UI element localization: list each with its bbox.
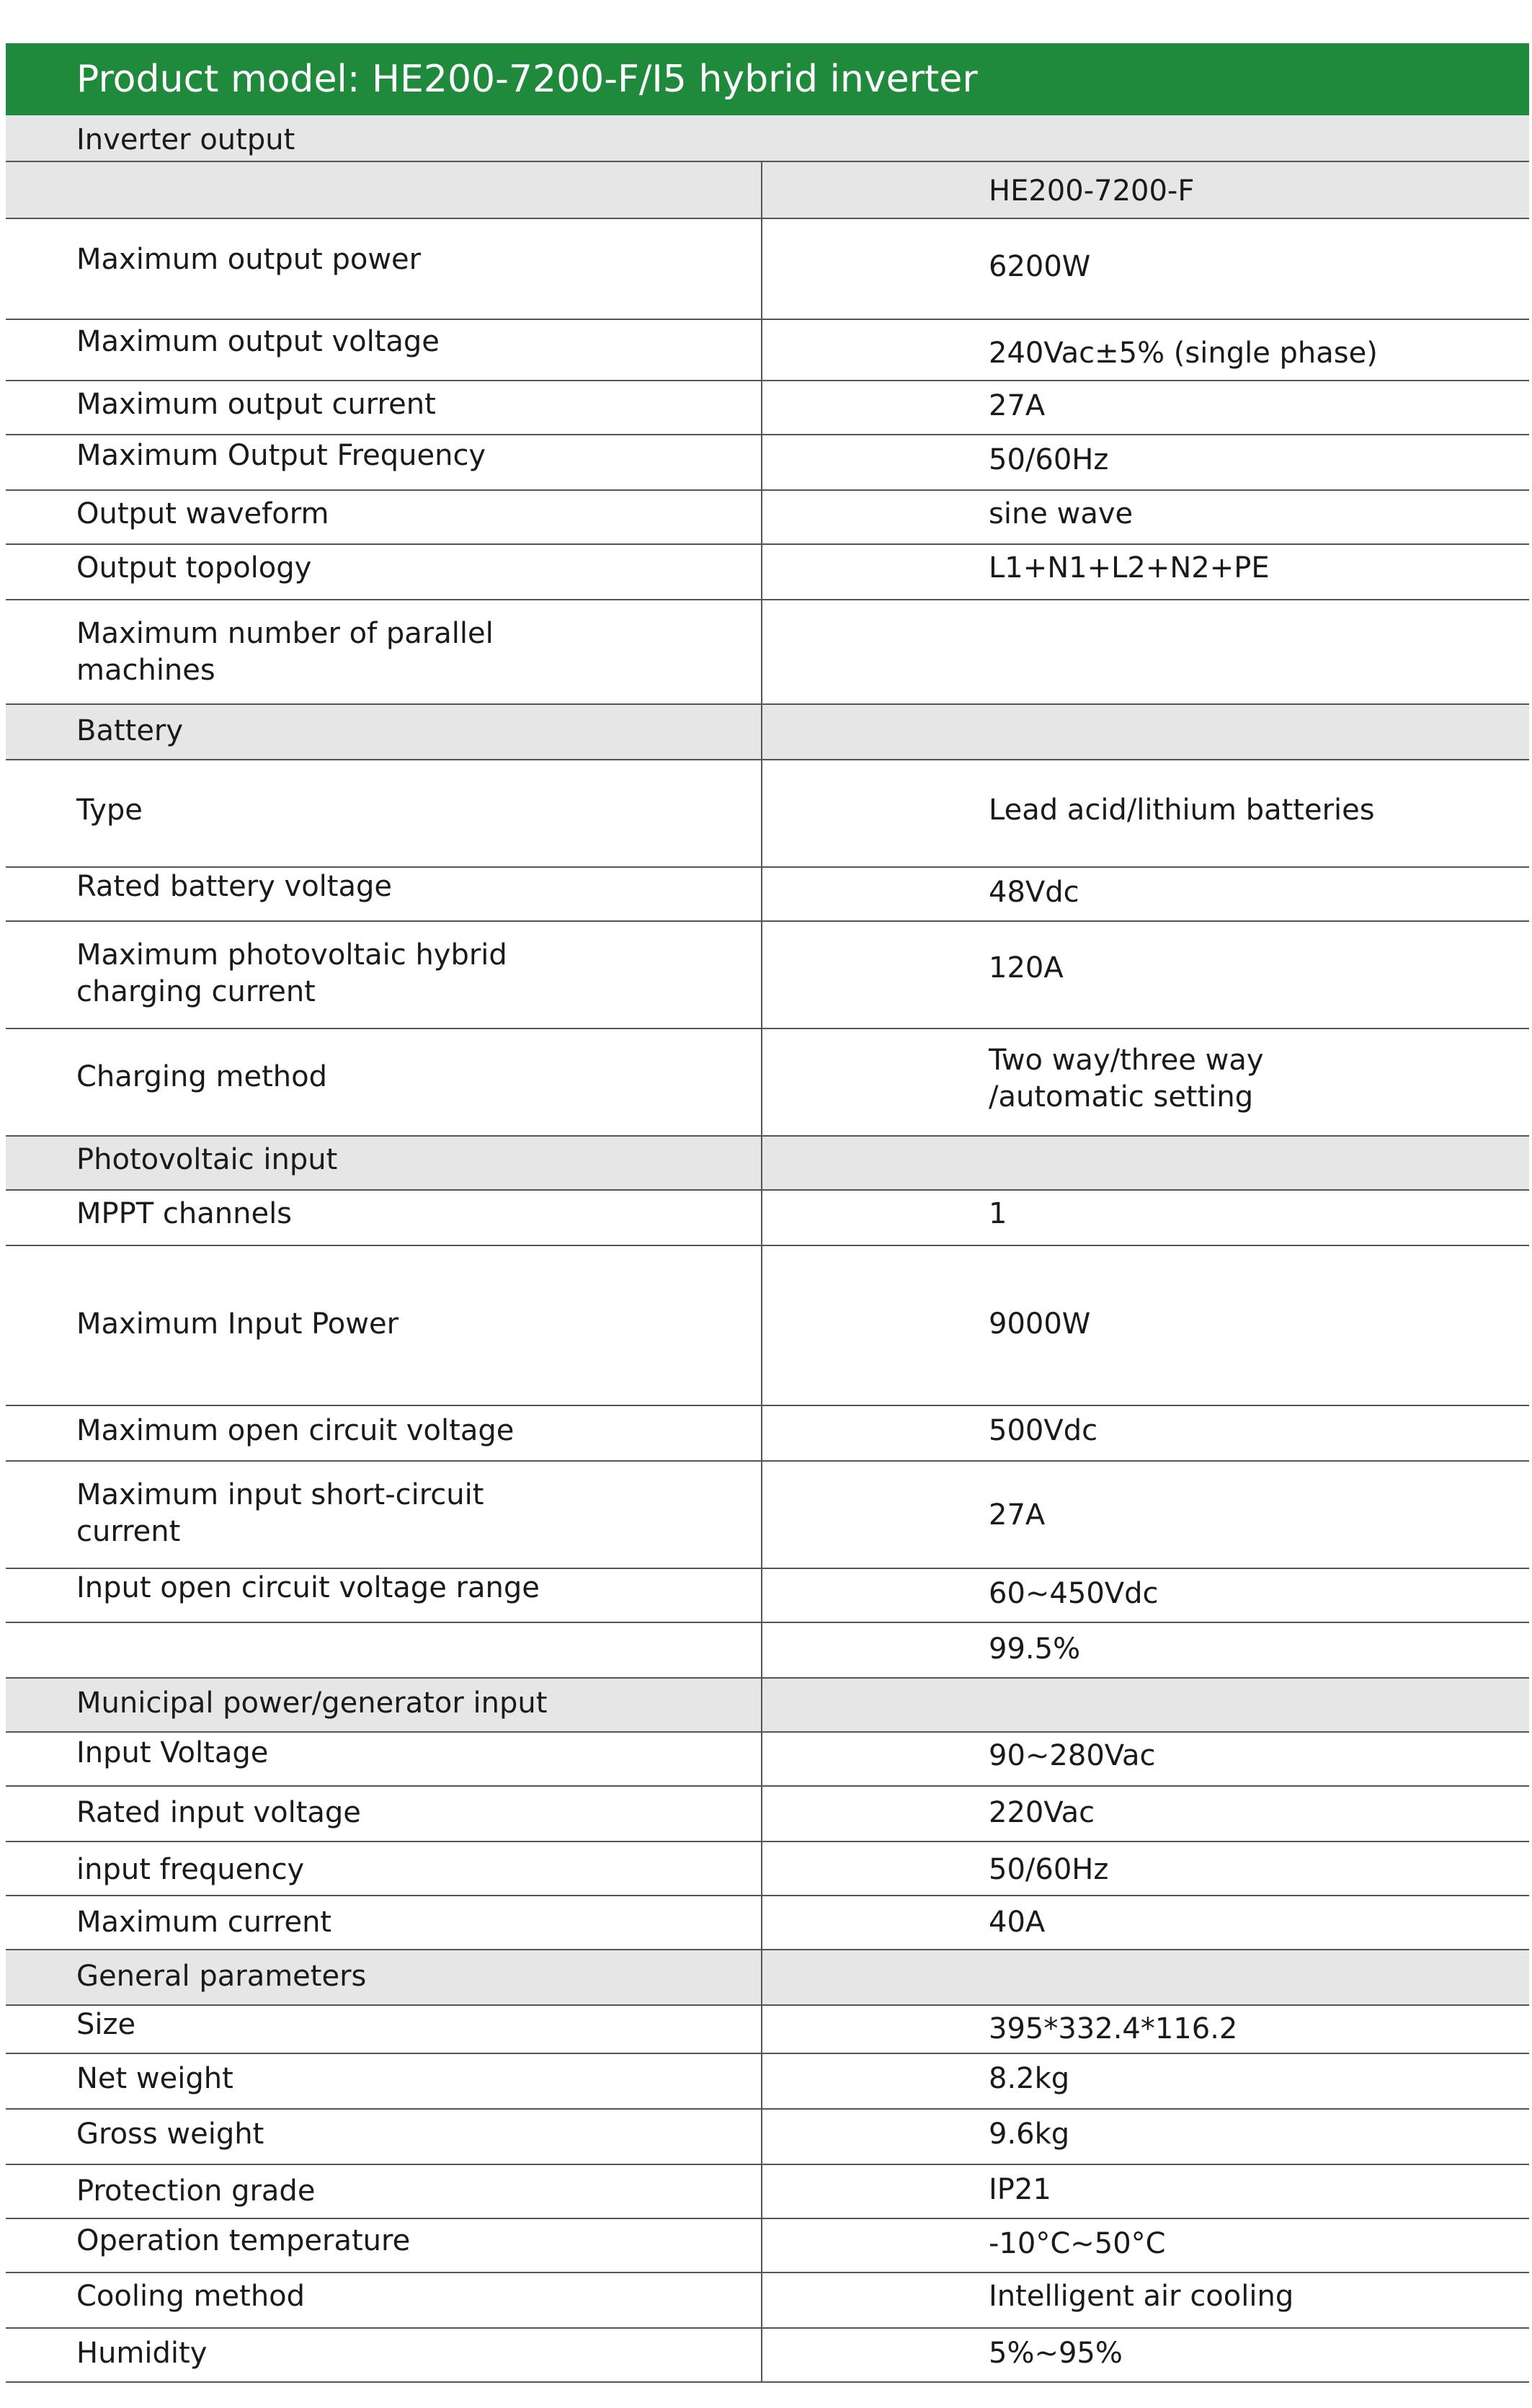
table-row [6,1246,1529,1406]
row-label: Charging method [76,1060,327,1093]
row-value: 50/60Hz [989,1853,1109,1886]
table-row [6,1406,1529,1462]
row-label: Rated battery voltage [76,870,392,903]
row-label: Maximum open circuit voltage [76,1414,515,1447]
row-label: Input Voltage [76,1736,269,1769]
table-row [6,760,1529,868]
row-label: Maximum output current [76,388,436,421]
row-value: -10°C~50°C [989,2227,1166,2260]
table-row [6,1029,1529,1137]
row-value: 27A [989,389,1046,422]
row-label: Maximum output voltage [76,325,440,358]
table-row [6,320,1529,381]
row-label-line-2: charging current [76,975,316,1008]
section-photovoltaic-input [6,1137,1529,1191]
row-label: Net weight [76,2062,233,2095]
table-row [6,2054,1529,2110]
row-value-line-2: /automatic setting [989,1080,1254,1114]
model-column-header: HE200-7200-F [989,174,1195,208]
table-row [6,2165,1529,2219]
section-battery [6,705,1529,760]
row-label: Maximum current [76,1906,332,1939]
section-label: General parameters [76,1960,367,1993]
table-row [6,381,1529,435]
table-row [6,2110,1529,2165]
section-label: Municipal power/generator input [76,1687,548,1720]
row-label: Size [76,2008,136,2041]
row-value: 90~280Vac [989,1739,1156,1772]
product-title: Product model: HE200-7200-F/I5 hybrid inverter [6,43,1529,115]
row-value: Lead acid/lithium batteries [989,794,1375,827]
table-row [6,2006,1529,2054]
row-label: Type [76,794,143,827]
row-label: Operation temperature [76,2224,411,2257]
row-value: 6200W [989,250,1091,283]
row-value: 240Vac±5% (single phase) [989,337,1378,370]
row-label: Maximum input short-circuit [76,1478,484,1511]
row-value: Two way/three way [989,1044,1264,1077]
table-row [6,545,1529,600]
row-value: 1 [989,1197,1007,1230]
table-row [6,219,1529,320]
section-inverter-output [6,115,1529,162]
section-general-parameters [6,1950,1529,2006]
row-value: 120A [989,951,1064,985]
row-value: 50/60Hz [989,443,1109,476]
row-value: 40A [989,1906,1046,1939]
row-value: 27A [989,1498,1046,1532]
spec-table [6,43,1529,2383]
row-label: Maximum output power [76,243,422,276]
table-row [6,1787,1529,1842]
table-row [6,2329,1529,2383]
row-value: 9.6kg [989,2118,1070,2151]
row-label: input frequency [76,1853,305,1886]
table-row [6,491,1529,545]
row-label: Output topology [76,551,312,585]
table-row [6,600,1529,705]
row-label: Gross weight [76,2118,264,2151]
section-label: Photovoltaic input [76,1143,338,1176]
row-label: Cooling method [76,2280,306,2313]
row-value: 99.5% [989,1632,1081,1666]
section-label: Battery [76,714,184,747]
row-value: sine wave [989,497,1134,530]
row-value: L1+N1+L2+N2+PE [989,551,1270,585]
table-row [6,1462,1529,1569]
table-row [6,1896,1529,1950]
row-label-line-2: current [76,1515,181,1548]
row-label: Input open circuit voltage range [76,1571,540,1604]
row-value: 220Vac [989,1796,1095,1829]
row-label: Maximum Output Frequency [76,439,486,472]
row-label: Rated input voltage [76,1796,361,1829]
row-label: Humidity [76,2337,208,2370]
row-value: 60~450Vdc [989,1577,1159,1610]
row-label: Output waveform [76,497,329,530]
table-row [6,1733,1529,1787]
table-row [6,922,1529,1029]
row-label: MPPT channels [76,1197,293,1230]
table-row [6,1569,1529,1623]
table-row [6,435,1529,491]
row-label: Maximum Input Power [76,1307,399,1341]
table-row [6,1191,1529,1246]
table-row [6,2219,1529,2273]
row-value: 5%~95% [989,2337,1123,2370]
row-value: Intelligent air cooling [989,2280,1294,2313]
section-municipal-input [6,1679,1529,1733]
table-row [6,2273,1529,2329]
table-row [6,1842,1529,1896]
row-label: Maximum number of parallel [76,617,494,650]
row-value: 9000W [989,1307,1091,1341]
row-value: 395*332.4*116.2 [989,2012,1238,2045]
row-value: 500Vdc [989,1414,1098,1447]
row-label-line-2: machines [76,654,215,687]
row-value: 8.2kg [989,2062,1070,2095]
table-row [6,868,1529,922]
row-label: Maximum photovoltaic hybrid [76,938,507,972]
row-value: IP21 [989,2173,1051,2206]
section-label: Inverter output [76,123,295,156]
row-value: 48Vdc [989,876,1079,909]
table-row [6,1623,1529,1679]
column-header-row [6,162,1529,219]
row-label: Protection grade [76,2174,316,2208]
